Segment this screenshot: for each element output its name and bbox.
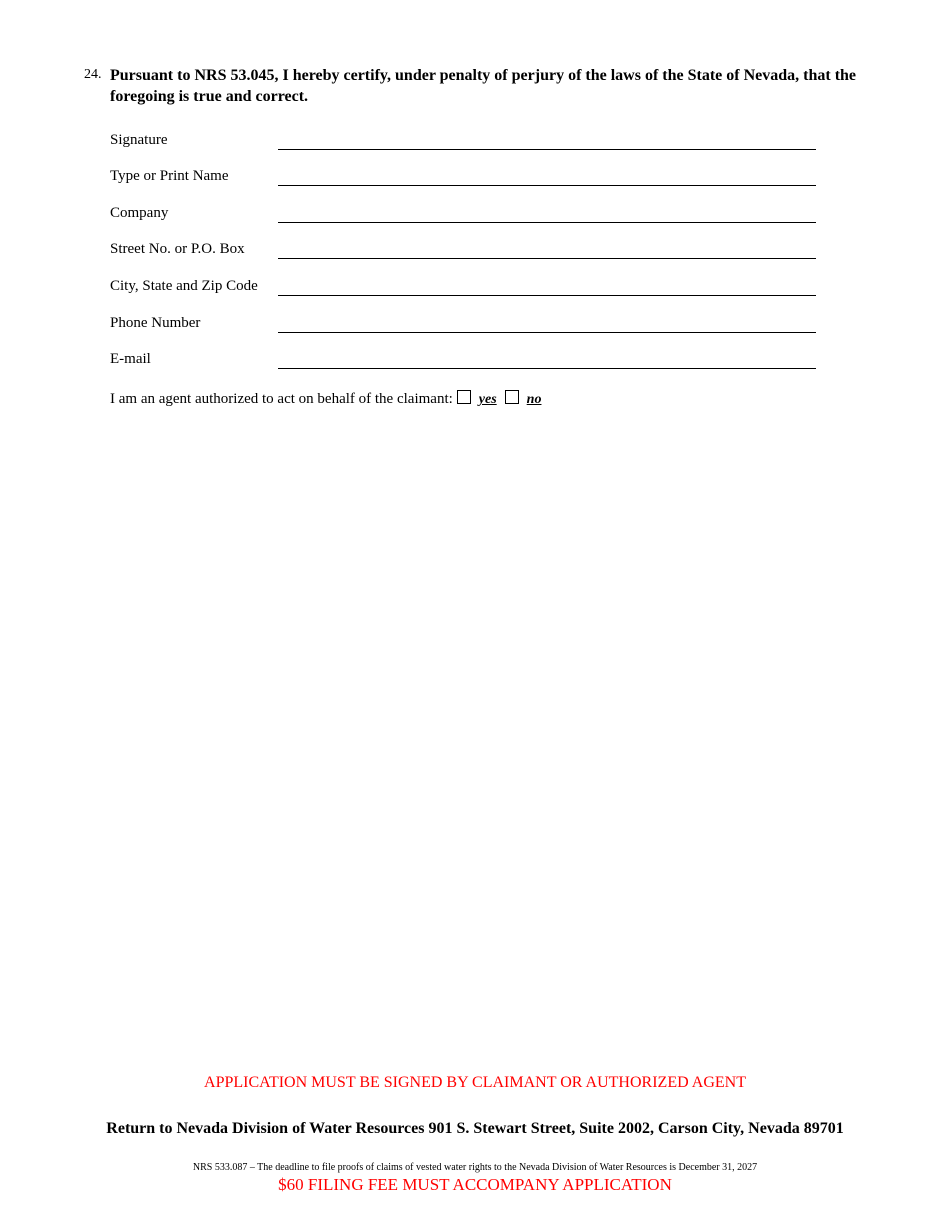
company-label: Company xyxy=(110,205,169,221)
phone-field-row xyxy=(110,315,816,335)
print-name-field-row xyxy=(110,168,816,188)
deadline-footnote: NRS 533.087 – The deadline to file proofs of claims of vested water rights to the Nevada Division of Water Resources is December 31, 2027 xyxy=(192,1162,758,1173)
print-name-label: Type or Print Name xyxy=(110,168,229,184)
print-name-line[interactable] xyxy=(278,185,816,186)
street-line[interactable] xyxy=(278,258,816,259)
phone-line[interactable] xyxy=(278,332,816,333)
signature-label: Signature xyxy=(110,132,168,148)
must-sign-notice: APPLICATION MUST BE SIGNED BY CLAIMANT OR AUTHORIZED AGENT xyxy=(204,1074,746,1091)
agent-authorization-row xyxy=(110,386,545,408)
filing-fee-notice: $60 FILING FEE MUST ACCOMPANY APPLICATION xyxy=(278,1175,672,1194)
street-field-row xyxy=(110,241,816,261)
agent-question: I am an agent authorized to act on behalf of the claimant: xyxy=(110,391,453,407)
phone-label: Phone Number xyxy=(110,315,201,331)
email-label: E-mail xyxy=(110,351,151,367)
return-address: Return to Nevada Division of Water Resources 901 S. Stewart Street, Suite 2002, Carson City, Nevada 89701 xyxy=(106,1120,844,1137)
yes-label: yes xyxy=(478,392,497,407)
city-state-zip-label: City, State and Zip Code xyxy=(110,278,258,294)
city-state-zip-field-row xyxy=(110,278,816,298)
item-number: 24. xyxy=(84,67,102,82)
city-state-zip-line[interactable] xyxy=(278,295,816,296)
no-checkbox[interactable] xyxy=(505,390,519,404)
email-field-row xyxy=(110,351,816,371)
no-label: no xyxy=(526,392,542,407)
company-line[interactable] xyxy=(278,222,816,223)
certification-statement: Pursuant to NRS 53.045, I hereby certify, under penalty of perjury of the laws of the State of Nevada, that the foregoing is true and correct. xyxy=(110,67,857,105)
signature-field-row xyxy=(110,132,816,152)
street-label: Street No. or P.O. Box xyxy=(110,241,245,257)
yes-checkbox[interactable] xyxy=(457,390,471,404)
email-line[interactable] xyxy=(278,368,816,369)
company-field-row xyxy=(110,205,816,225)
signature-line[interactable] xyxy=(278,149,816,150)
